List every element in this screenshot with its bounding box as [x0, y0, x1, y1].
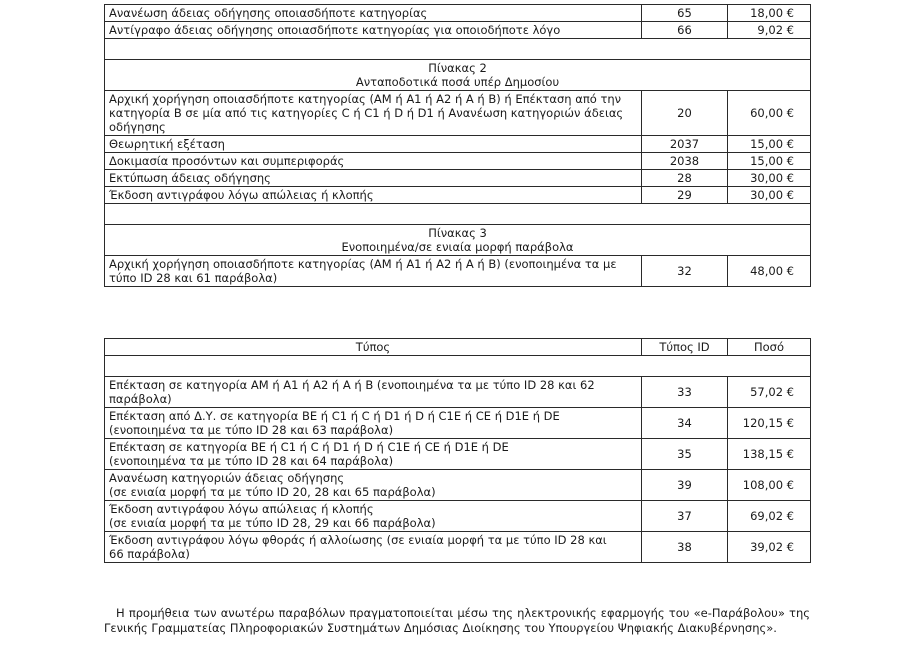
row-amount: 9,02 €	[728, 22, 811, 39]
row-description: Επέκταση σε κατηγορία AM ή A1 ή A2 ή A ή B (ενοποιημένα τα με τύπο ID 28 και 62 παράβολα)	[105, 377, 642, 408]
row-amount: 48,00 €	[728, 256, 811, 287]
column-headers	[105, 339, 811, 356]
row-amount: 69,02 €	[728, 501, 811, 532]
table-row	[105, 136, 811, 153]
row-type-id: 2038	[642, 153, 728, 170]
row-description: Έκδοση αντιγράφου λόγω απώλειας ή κλοπής (σε ενιαία μορφή τα με τύπο ID 28, 29 και 66 παράβολα)	[105, 501, 642, 532]
table-row	[105, 377, 811, 408]
spacer-row	[105, 39, 811, 60]
spacer-row	[105, 356, 811, 377]
row-description: Έκδοση αντιγράφου λόγω φθοράς ή αλλοίωσης (σε ενιαία μορφή τα με τύπο ID 28 και 66 παράβολα)	[105, 532, 642, 563]
table-3-subtitle: Ενοποιημένα/σε ενιαία μορφή παράβολα	[341, 240, 574, 254]
row-amount: 15,00 €	[728, 136, 811, 153]
table-row	[105, 91, 811, 136]
row-type-id: 66	[642, 22, 728, 39]
table-row	[105, 470, 811, 501]
header-amount: Ποσό	[728, 339, 811, 356]
row-amount: 120,15 €	[728, 408, 811, 439]
row-description: Έκδοση αντιγράφου λόγω απώλειας ή κλοπής	[105, 187, 642, 204]
table-2-title: Πίνακας 2	[428, 61, 487, 75]
table-row	[105, 256, 811, 287]
header-type: Τύπος	[105, 339, 642, 356]
row-description: Αρχική χορήγηση οποιασδήποτε κατηγορίας (AM ή A1 ή A2 ή A ή B) (ενοποιημένα τα με τύπο ID 28 και 61 παράβολα)	[105, 256, 642, 287]
table-row	[105, 170, 811, 187]
table-row	[105, 187, 811, 204]
row-type-id: 65	[642, 5, 728, 22]
footnote: Η προμήθεια των ανωτέρω παραβόλων πραγματοποιείται μέσω της ηλεκτρονικής εφαρμογής του «e-Παράβολου» της Γενικής Γραμματείας Πληροφοριακών Συστημάτων Δημόσιας Διοίκησης του Υπουργείου Ψηφιακής Διακυβέρνησης».	[104, 606, 810, 635]
row-amount: 138,15 €	[728, 439, 811, 470]
spacer-row	[105, 204, 811, 225]
row-description: Ανανέωση κατηγοριών άδειας οδήγησης (σε ενιαία μορφή τα με τύπο ID 20, 28 και 65 παράβολα)	[105, 470, 642, 501]
table-row	[105, 22, 811, 39]
row-type-id: 37	[642, 501, 728, 532]
row-amount: 30,00 €	[728, 170, 811, 187]
table-3-title: Πίνακας 3	[428, 226, 487, 240]
row-type-id: 34	[642, 408, 728, 439]
row-description: Επέκταση σε κατηγορία BE ή C1 ή C ή D1 ή D ή C1E ή CE ή D1E ή DE (ενοποιημένα τα με τύπο ID 28 και 64 παράβολα)	[105, 439, 642, 470]
row-type-id: 32	[642, 256, 728, 287]
table-2-header	[105, 60, 811, 91]
table-row	[105, 501, 811, 532]
table-row	[105, 153, 811, 170]
table-row	[105, 439, 811, 470]
fees-table-upper	[104, 4, 811, 287]
row-description: Εκτύπωση άδειας οδήγησης	[105, 170, 642, 187]
header-type-id: Τύπος ID	[642, 339, 728, 356]
table-row	[105, 408, 811, 439]
table-row	[105, 532, 811, 563]
row-description: Επέκταση από Δ.Υ. σε κατηγορία BE ή C1 ή C ή D1 ή D ή C1E ή CE ή D1E ή DE (ενοποιημένα τα με τύπο ID 28 και 63 παράβολα)	[105, 408, 642, 439]
row-type-id: 29	[642, 187, 728, 204]
table-3-header	[105, 225, 811, 256]
row-type-id: 2037	[642, 136, 728, 153]
table-row	[105, 5, 811, 22]
row-amount: 39,02 €	[728, 532, 811, 563]
row-description: Δοκιμασία προσόντων και συμπεριφοράς	[105, 153, 642, 170]
row-amount: 15,00 €	[728, 153, 811, 170]
row-amount: 18,00 €	[728, 5, 811, 22]
row-type-id: 28	[642, 170, 728, 187]
row-type-id: 33	[642, 377, 728, 408]
row-amount: 30,00 €	[728, 187, 811, 204]
table-2-subtitle: Ανταποδοτικά ποσά υπέρ Δημοσίου	[355, 75, 560, 89]
row-type-id: 39	[642, 470, 728, 501]
row-amount: 57,02 €	[728, 377, 811, 408]
row-description: Αρχική χορήγηση οποιασδήποτε κατηγορίας (AM ή A1 ή A2 ή A ή B) ή Επέκταση από την κατηγορία B σε μία από τις κατηγορίες C ή C1 ή D ή D1 ή Ανανέωση κατηγοριών άδειας οδήγησης	[105, 91, 642, 136]
row-amount: 108,00 €	[728, 470, 811, 501]
row-description: Ανανέωση άδειας οδήγησης οποιασδήποτε κατηγορίας	[105, 5, 642, 22]
row-description: Αντίγραφο άδειας οδήγησης οποιασδήποτε κατηγορίας για οποιοδήποτε λόγο	[105, 22, 642, 39]
row-amount: 60,00 €	[728, 91, 811, 136]
row-type-id: 35	[642, 439, 728, 470]
row-type-id: 38	[642, 532, 728, 563]
row-type-id: 20	[642, 91, 728, 136]
row-description: Θεωρητική εξέταση	[105, 136, 642, 153]
fees-table-lower	[104, 338, 811, 563]
